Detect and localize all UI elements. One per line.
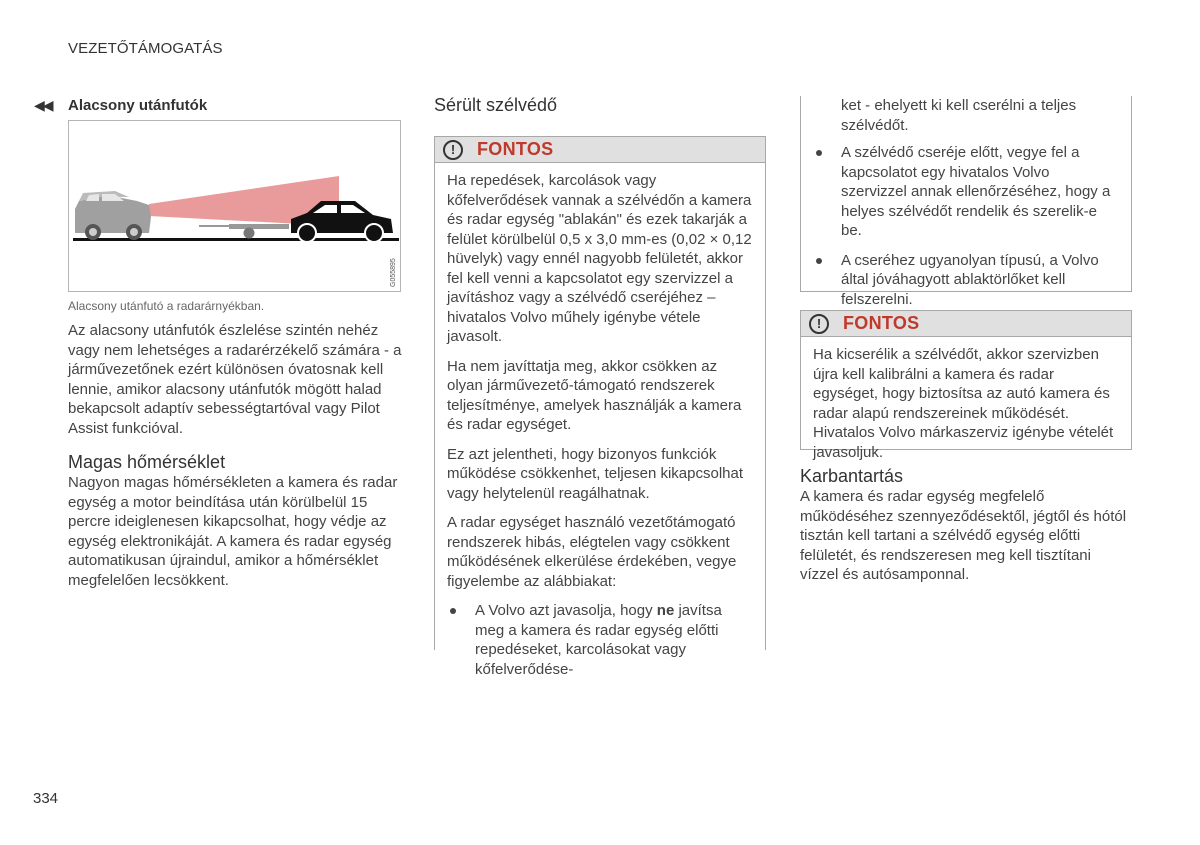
- illustration-low-trailer-radar: [68, 120, 401, 292]
- important-box-1: [434, 136, 766, 678]
- list-item: A szélvédő cseréje előtt, vegye fel a kapcsolatot egy hivatalos Volvo szervizzel annak ellenőrzéséhez, hogy a helyes szélvédőt rendelik és szerelik-e be.: [813, 143, 1119, 241]
- car-rear-wheel: [298, 224, 316, 242]
- car-front-wheel: [365, 224, 383, 242]
- page-number: 334: [33, 790, 59, 807]
- list-item: A cseréhez ugyanolyan típusú, a Volvo által jóváhagyott ablaktörlőket kell felszerelni.: [813, 251, 1119, 310]
- emphasis-ne: ne: [656, 602, 675, 619]
- recalibration-paragraph: Ha kicserélik a szélvédőt, akkor szervizben újra kell kalibrálni a kamera és radar egységet, hogy biztosítsa az autó kamera és radar alapú rendszereinek működését. Hivatalos Volvo márkaszerviz igénybe vételét javasoljuk.: [813, 346, 1114, 461]
- bullet-dot-icon: [816, 258, 822, 264]
- list-item: A Volvo azt javasolja, hogy ne javítsa meg a kamera és radar egység előtti repedéseket, karcolásokat vagy kőfelverődése-: [447, 601, 753, 679]
- advice-list: [447, 601, 753, 679]
- trailer-bed: [229, 224, 289, 229]
- subheading-low-trailers: Alacsony utánfutók: [68, 97, 208, 114]
- exclamation-circle-icon: !: [809, 314, 829, 334]
- continuation-arrows-icon: ◀◀: [34, 97, 52, 113]
- advice-list-continued: [813, 96, 1119, 309]
- functions-paragraph: Ez azt jelentheti, hogy bizonyos funkciók működése csökkenhet, teljesen kikapcsolhat vagy helytelenül reagálhatnak.: [447, 445, 744, 502]
- figure-code: G055895: [390, 258, 397, 287]
- high-temperature-paragraph: Nagyon magas hőmérsékleten a kamera és radar egység a motor beindítása után körülbelül 15 percre ideiglenesen kikapcsolhat, hogy védje az egység elektronikáját. A kamera és radar egység automatikusan újraindul, amikor a hőmérséklet megfelelően lecsökkent.: [68, 474, 398, 589]
- important-box-header: [435, 137, 765, 163]
- section-title: VEZETŐTÁMOGATÁS: [68, 40, 223, 57]
- list-item-continuation: ket - ehelyett ki kell cserélni a teljes szélvédőt.: [841, 97, 1077, 134]
- heading-maintenance: Karbantartás: [800, 466, 904, 486]
- performance-paragraph: Ha nem javíttatja meg, akkor csökken az olyan járművezető-támogató rendszerek teljesítménye, amelyek használják a kamera és radar egységet.: [447, 357, 742, 433]
- heading-damaged-windshield: Sérült szélvédő: [434, 95, 558, 115]
- bullet-dot-icon: [816, 150, 822, 156]
- important-title: FONTOS: [477, 139, 554, 159]
- low-trailer-paragraph: Az alacsony utánfutók észlelése szintén nehéz vagy nem lehetséges a radarérzékelő számára - a járművezetőnek ezért különösen óvatosnak kell lennie, amikor alacsony utánfutók mögött halad bekapcsolt adaptív sebességtartóval vagy Pilot Assist funkcióval.: [68, 322, 402, 437]
- important-box-header: [801, 311, 1131, 337]
- heading-high-temperature: Magas hőmérséklet: [68, 452, 226, 472]
- bullet-dot-icon: [450, 608, 456, 614]
- radar-shadow-illustration: [69, 121, 400, 291]
- important-box-body: [435, 163, 765, 699]
- important-title: FONTOS: [843, 313, 920, 333]
- important-box-body: [801, 337, 1131, 482]
- maintenance-paragraph: A kamera és radar egység megfelelő működéséhez szennyeződésektől, jégtől és hótól tisztán kell tartani a szélvédő egység előtti felületét, és rendszeresen meg kell tisztítani vízzel és autósamponnal.: [800, 488, 1127, 583]
- figure-caption: Alacsony utánfutó a radarárnyékban.: [68, 299, 265, 313]
- exclamation-circle-icon: !: [443, 140, 463, 160]
- important-box-2: [800, 310, 1132, 461]
- advice-intro-paragraph: A radar egységet használó vezetőtámogató rendszerek hibás, elégtelen vagy csökkent működésének elkerülése érdekében, vegye figyelembe az alábbiakat:: [447, 514, 737, 590]
- damage-paragraph: Ha repedések, karcolások vagy kőfelverődések vannak a szélvédőn a kamera és radar egység "ablakán" és ezek takarják a felület körülbelül 0,5 x 3,0 mm-es (0,02 × 0,12 hüvelyk) vagy ennél nagyobb felületét, akkor fel kell venni a kapcsolatot egy szervizzel a javításhoz vagy a szélvédő cseréjéhez – hivatalos Volvo műhely igénybe vétele javasolt.: [447, 172, 752, 345]
- important-box-1-continued: [800, 96, 1132, 308]
- trailer-wheel: [244, 228, 255, 239]
- ground-line: [73, 238, 399, 241]
